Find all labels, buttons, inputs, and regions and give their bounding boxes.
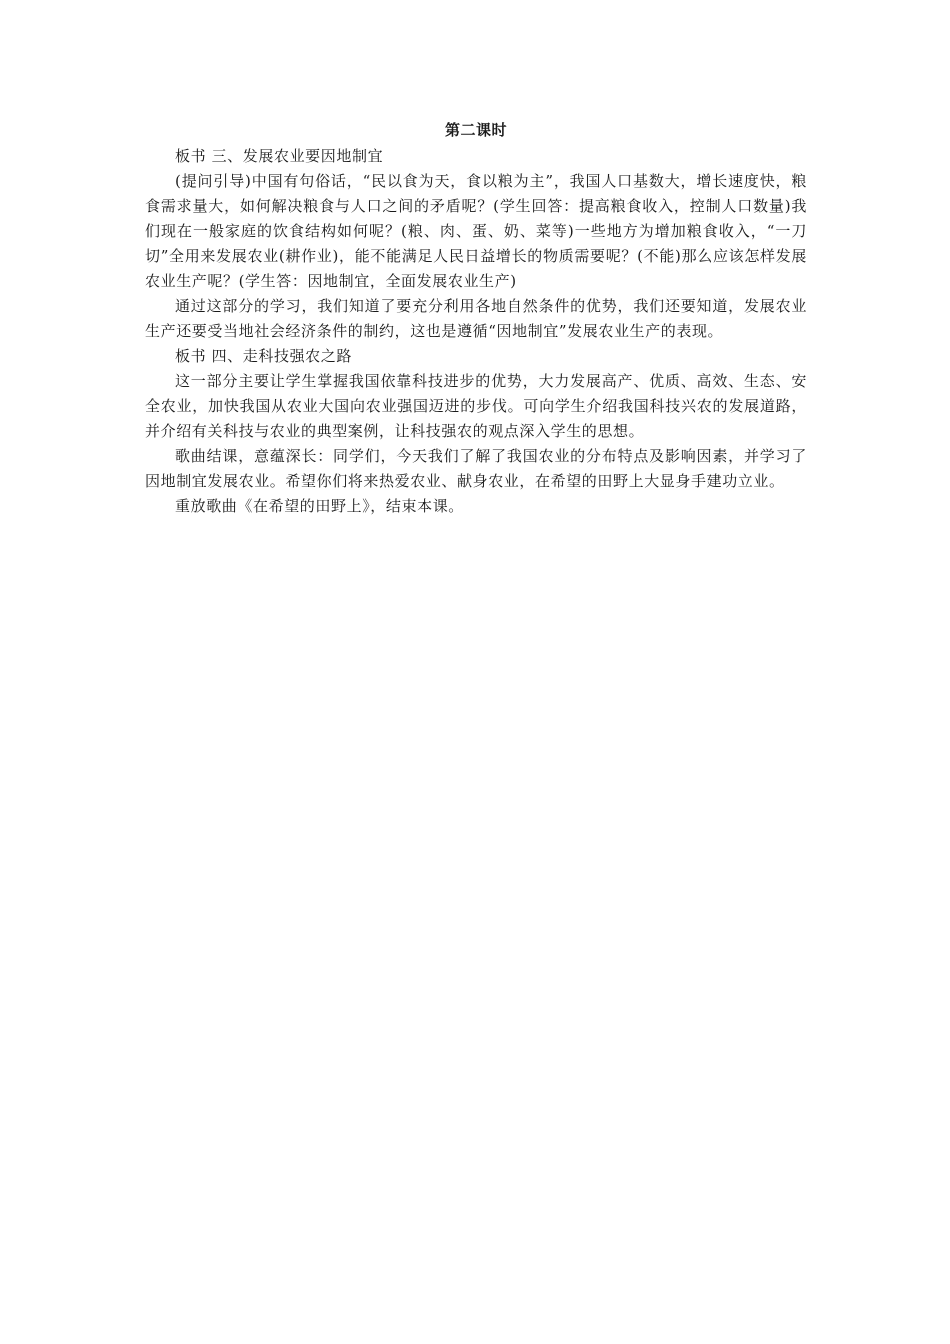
heading-board-four: 板书 四、走科技强农之路 [175,347,352,365]
paragraph-tech-agriculture: 这一部分主要让学生掌握我国依靠科技进步的优势，大力发展高产、优质、高效、生态、安全农业，加快我国从农业大国向农业强国迈进的步伐。可向学生介绍我国科技兴农的发展道路，并介绍有关科技与农业的典型案例，让科技强农的观点深入学生的思想。 [145,372,807,440]
paragraph-song-conclusion: 歌曲结课，意蕴深长：同学们，今天我们了解了我国农业的分布特点及影响因素，并学习了因地制宜发展农业。希望你们将来热爱农业、献身农业，在希望的田野上大显身手建功立业。 [145,447,807,490]
paragraph-question-guide: (提问引导)中国有句俗话，“民以食为天，食以粮为主”，我国人口基数大，增长速度快，粮食需求量大，如何解决粮食与人口之间的矛盾呢？(学生回答：提高粮食收入，控制人口数量)我们现在一般家庭的饮食结构如何呢？(粮、肉、蛋、奶、菜等)一些地方为增加粮食收入，“一刀切”全用来发展农业(耕作业)，能不能满足人民日益增长的物质需要呢？(不能)那么应该怎样发展农业生产呢？(学生答：因地制宜，全面发展农业生产) [145,172,807,290]
heading-board-three: 板书 三、发展农业要因地制宜 [175,147,384,165]
paragraph-summary-conditions: 通过这部分的学习，我们知道了要充分利用各地自然条件的优势，我们还要知道，发展农业生产还要受当地社会经济条件的制约，这也是遵循“因地制宜”发展农业生产的表现。 [145,297,807,340]
document-page [145,118,807,519]
document-title: 第二课时 [444,121,507,139]
paragraph-replay-song: 重放歌曲《在希望的田野上》，结束本课。 [175,497,464,515]
